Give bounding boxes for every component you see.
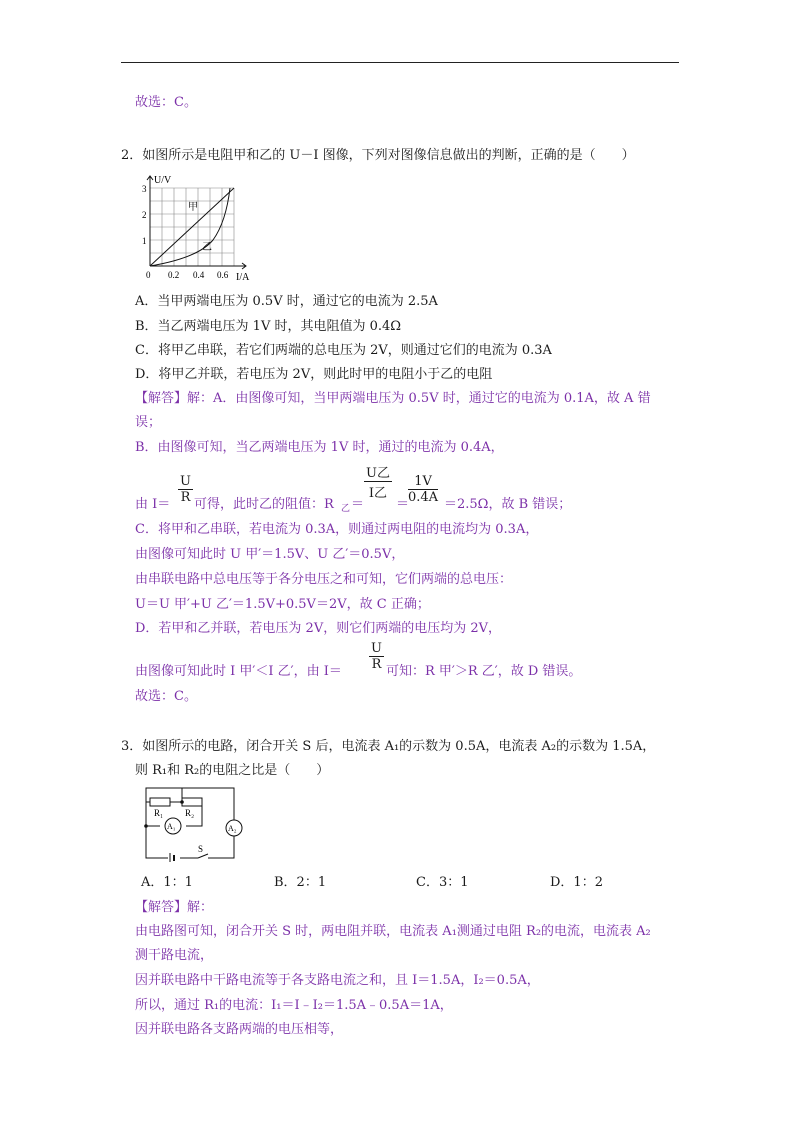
q2-option-c: C．将甲乙串联，若它们两端的总电压为 2V，则通过它们的电流为 0.3A <box>135 343 552 358</box>
resistor-r2 <box>182 798 202 806</box>
q3-answer-l4: 因并联电路中干路电流等于各支路电流之和，且 I＝1.5A，I₂＝0.5A， <box>135 973 540 988</box>
q3-option-a: A．1：1 <box>141 875 193 890</box>
q2-answer-l11: 故选：C。 <box>135 689 197 704</box>
q2-answer-l9: D．若甲和乙并联，若电压为 2V，则它们两端的电压均为 2V， <box>135 621 502 636</box>
graph-xlabel: I/A <box>236 272 250 283</box>
q1-answer: 故选：C。 <box>135 95 197 110</box>
frac2-den-r: R <box>371 657 382 672</box>
q3-option-b: B．2：1 <box>274 875 327 890</box>
xtick-0: 0 <box>146 270 151 280</box>
label-yi: 乙 <box>202 242 212 253</box>
circuit-diagram <box>138 782 248 862</box>
frac-den-iyi: I乙 <box>368 486 388 501</box>
q2-answer-l10b: 可知：R 甲′＞R 乙′，故 D 错误。 <box>386 664 582 679</box>
q3-option-d: D．1：2 <box>550 875 603 890</box>
q3-option-c: C．3：1 <box>416 875 469 890</box>
q3-answer-l6: 因并联电路各支路两端的电压相等， <box>135 1022 344 1037</box>
frac-1v-over-04a <box>408 474 438 505</box>
q2-answer-l5: C．将甲和乙串联，若电流为 0.3A，则通过两电阻的电流均为 0.3A， <box>135 522 539 537</box>
q2-answer-l4a: 由 I＝ <box>135 497 171 512</box>
frac-den-04a: 0.4A <box>408 490 439 505</box>
q2-answer-l4d: ＝ <box>396 497 410 512</box>
q2-answer-l1: 【解答】解：A．由图像可知，当甲两端电压为 0.5V 时，通过它的电流为 0.1A，故 A 错 <box>135 391 651 406</box>
q2-answer-l2: 误； <box>135 415 162 430</box>
label-a2: A₂ <box>228 824 237 833</box>
q2-answer-l10a: 由图像可知此时 I 甲′＜I 乙′，由 I＝ <box>135 664 342 679</box>
frac-den-r: R <box>180 490 191 505</box>
q2-answer-l4e: ＝2.5Ω，故 B 错误； <box>444 497 572 512</box>
sub-yi: 乙 <box>341 504 351 514</box>
q3-answer-l2: 由电路图可知，闭合开关 S 时，两电阻并联，电流表 A₁测通过电阻 R₂的电流，电流表 A₂ <box>135 924 651 939</box>
label-jia: 甲 <box>188 202 198 213</box>
header-rule <box>121 62 679 63</box>
xtick-04: 0.4 <box>193 270 205 280</box>
q3-answer-l1: 【解答】解： <box>135 900 214 915</box>
resistor-r1 <box>150 798 170 806</box>
q2-answer-l6: 由图像可知此时 U 甲′＝1.5V、U 乙′＝0.5V， <box>135 547 405 562</box>
frac2-num-u: U <box>371 641 382 656</box>
ytick-2: 2 <box>142 210 147 220</box>
q2-option-a: A．当甲两端电压为 0.5V 时，通过它的电流为 2.5A <box>135 294 438 309</box>
q2-stem: 2．如图所示是电阻甲和乙的 U－I 图像，下列对图像信息做出的判断，正确的是（ ） <box>121 148 635 163</box>
q2-answer-l8: U＝U 甲′+U 乙′＝1.5V+0.5V＝2V，故 C 正确； <box>135 597 430 612</box>
xtick-06: 0.6 <box>217 270 229 280</box>
q2-answer-l4b: 可得，此时乙的阻值：R <box>194 497 334 512</box>
frac-u-over-r-2 <box>369 641 384 672</box>
ytick-3: 3 <box>142 184 147 194</box>
q2-answer-l3: B．由图像可知，当乙两端电压为 1V 时，通过的电流为 0.4A， <box>135 440 504 455</box>
label-r2: R₂ <box>185 808 195 818</box>
q3-stem-2: 则 R₁和 R₂的电阻之比是（ ） <box>135 763 330 778</box>
q3-answer-l5: 所以，通过 R₁的电流：I₁＝I﹣I₂＝1.5A﹣0.5A＝1A， <box>135 998 453 1013</box>
frac-num-uyi: U乙 <box>364 462 392 482</box>
q2-option-d: D．将甲乙并联，若电压为 2V，则此时甲的电阻小于乙的电阻 <box>135 367 493 382</box>
ui-graph <box>138 170 258 285</box>
label-s: S <box>198 844 204 854</box>
q2-answer-l4c: ＝ <box>351 497 365 512</box>
graph-ylabel: U/V <box>154 175 172 186</box>
switch-s <box>198 854 208 858</box>
ytick-1: 1 <box>142 236 147 246</box>
xtick-02: 0.2 <box>168 270 180 280</box>
frac-u-over-r <box>178 474 193 505</box>
junction-dot-top <box>180 800 184 804</box>
label-r1: R₁ <box>154 808 164 818</box>
label-a1: A₁ <box>167 822 176 831</box>
q3-stem-1: 3．如图所示的电路，闭合开关 S 后，电流表 A₁的示数为 0.5A，电流表 A₂的示数为 1.5A， <box>121 739 656 754</box>
frac-num-1v: 1V <box>408 474 438 490</box>
q2-option-b: B．当乙两端电压为 1V 时，其电阻值为 0.4Ω <box>135 319 402 334</box>
junction-dot-left <box>144 824 148 828</box>
frac-uyi-over-iyi <box>364 462 392 501</box>
frac-num-u: U <box>180 474 191 489</box>
q3-answer-l3: 测干路电流， <box>135 948 214 963</box>
q2-answer-l7: 由串联电路中总电压等于各分电压之和可知，它们两端的总电压： <box>135 572 513 587</box>
